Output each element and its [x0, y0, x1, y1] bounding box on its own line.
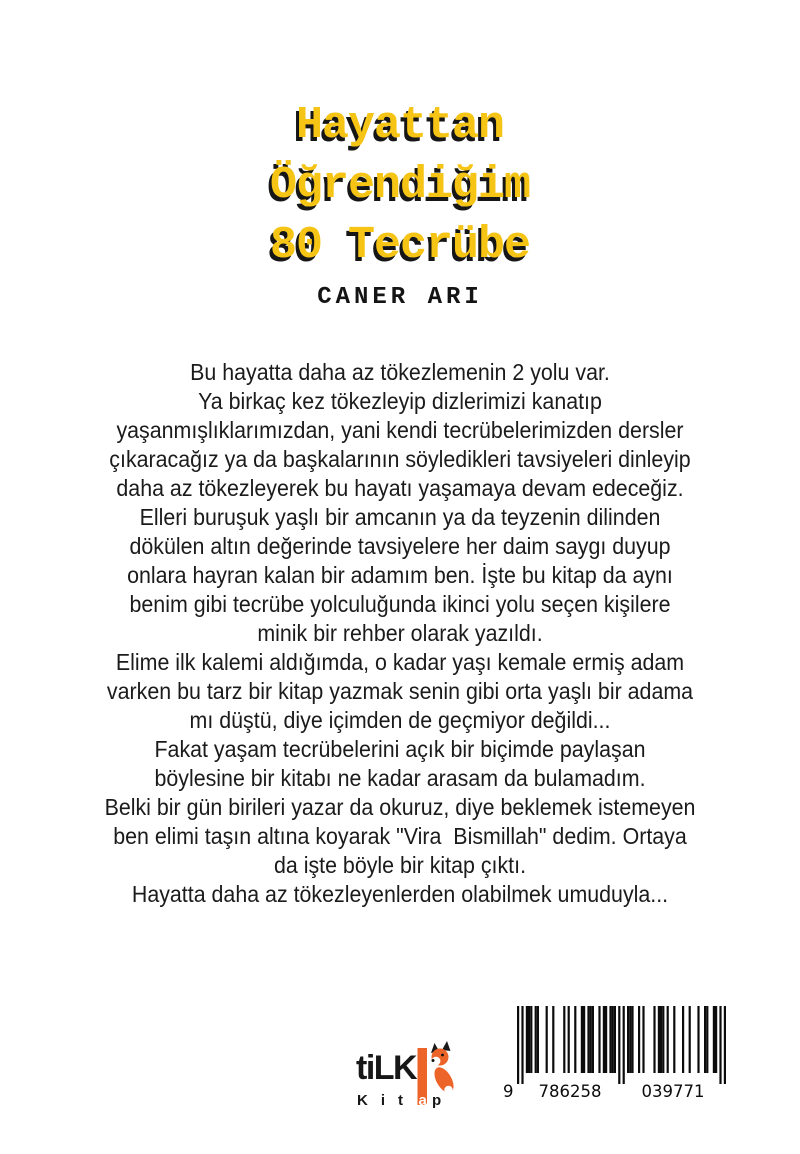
isbn-group-1: 786258: [538, 1082, 602, 1101]
title-line-1: Hayattan: [295, 100, 505, 151]
isbn-barcode: [503, 1006, 737, 1102]
body-line: ben elimi taşın altına koyarak "Vira Bismillah" dedim. Ortaya: [113, 823, 687, 849]
barcode-bars: [517, 1006, 726, 1084]
isbn-group-2: 039771: [641, 1082, 705, 1101]
body-line: Fakat yaşam tecrübelerini açık bir biçimde paylaşan: [154, 736, 646, 762]
author-name: CANER ARI: [317, 284, 483, 311]
body-line: da işte böyle bir kitap çıktı.: [273, 852, 527, 878]
body-line: Hayatta daha az tökezleyenlerden olabilmek umuduyla...: [131, 881, 669, 907]
title-line-3: 80 Tecrübe: [269, 220, 531, 271]
body-line: Bu hayatta daha az tökezlemenin 2 yolu var.: [190, 359, 610, 385]
body-line: varken bu tarz bir kitap yazmak senin gibi orta yaşlı bir adama: [106, 678, 694, 704]
title-line-2: Öğrendiğim: [269, 160, 531, 211]
body-line: minik bir rehber olarak yazıldı.: [257, 620, 543, 646]
publisher-logo: [356, 1040, 458, 1114]
publisher-name-main: tiLK: [356, 1049, 417, 1087]
publisher-name-sub-p: p: [432, 1092, 442, 1109]
publisher-name-sub: Kit: [357, 1092, 416, 1109]
body-line: çıkaracağız ya da başkalarının söyledikleri tavsiyeleri dinleyip: [109, 446, 691, 472]
body-line: Belki bir gün birileri yazar da okuruz, diye beklemek istemeyen: [104, 794, 696, 820]
body-line: böylesine bir kitabı ne kadar arasam da bulamadım.: [154, 765, 646, 791]
body-line: Elime ilk kalemi aldığımda, o kadar yaşı kemale ermiş adam: [115, 649, 685, 675]
body-line: onlara hayran kalan bir adamım ben. İşte bu kitap da aynı: [127, 562, 673, 588]
body-line: mı düştü, diye içimden de geçmiyor değildi...: [189, 707, 611, 733]
fox-icon: [431, 1041, 458, 1096]
body-line: benim gibi tecrübe yolculuğunda ikinci yolu seçen kişilere: [129, 591, 671, 617]
body-line: yaşanmışlıklarımızdan, yani kendi tecrübelerimizden dersler: [116, 417, 684, 443]
body-line: Ya birkaç kez tökezleyip dizlerimizi kanatıp: [198, 388, 602, 414]
publisher-name-sub-a: a: [418, 1092, 427, 1109]
body-line: daha az tökezleyerek bu hayatı yaşamaya devam edeceğiz.: [116, 475, 684, 501]
body-text: [28, 358, 772, 909]
body-line: Elleri buruşuk yaşlı bir amcanın ya da teyzenin dilinden: [139, 504, 661, 530]
body-line: dökülen altın değerinde tavsiyelere her daim saygı duyup: [129, 533, 671, 559]
isbn-digit-first: 9: [503, 1082, 514, 1101]
book-title: [0, 96, 800, 276]
